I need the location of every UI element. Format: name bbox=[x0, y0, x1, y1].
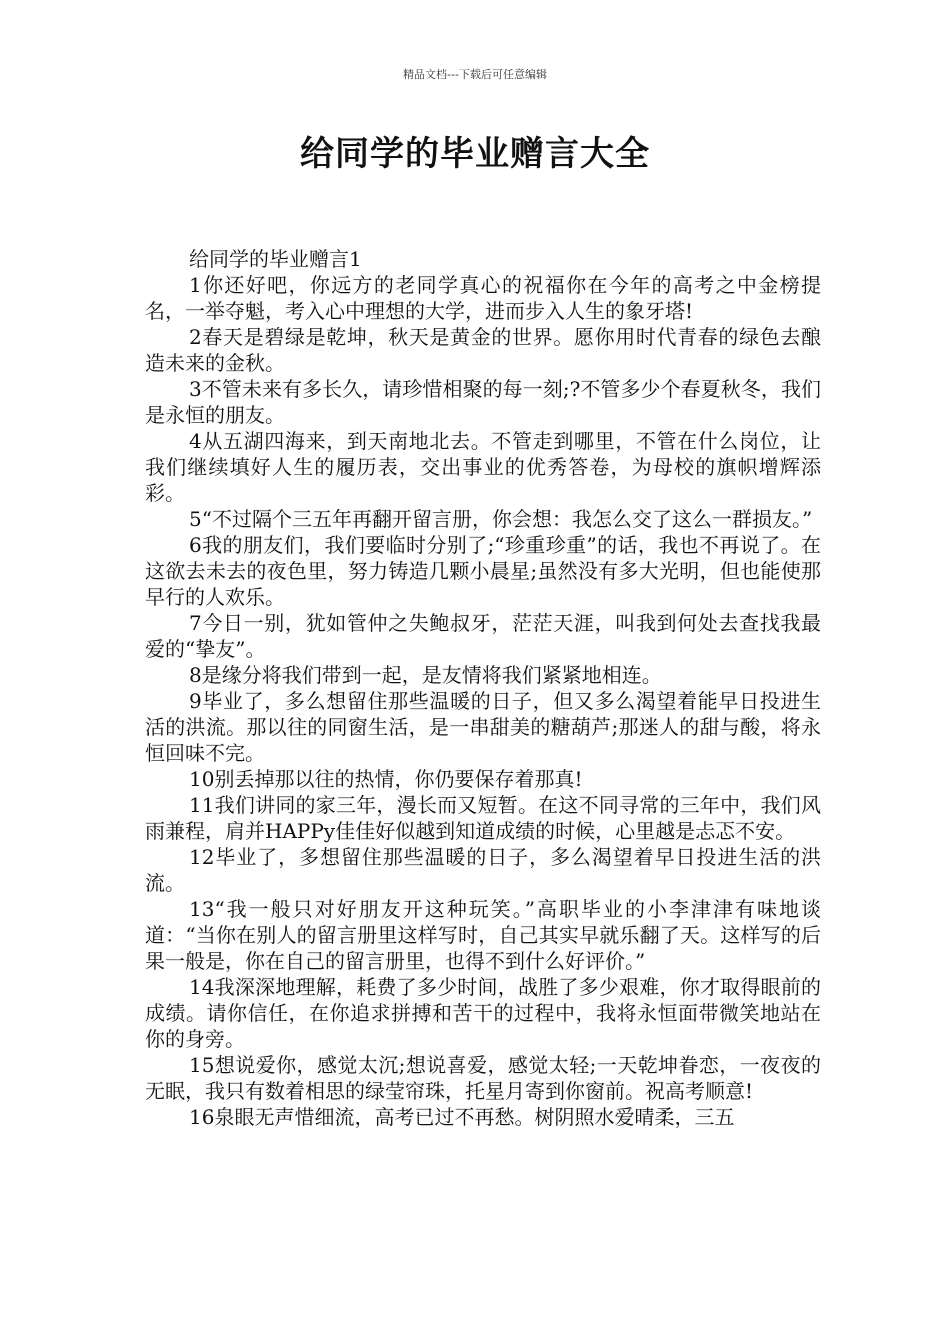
document-title: 给同学的毕业赠言大全 bbox=[300, 134, 650, 174]
paragraph: 9毕业了，多么想留住那些温暖的日子，但又多么渴望着能早日投进生活的洪流。那以往的同窗生活，是一串甜美的糖葫芦;那迷人的甜与酸，将永恒回味不完。 bbox=[145, 689, 821, 765]
paragraph: 2春天是碧绿是乾坤，秋天是黄金的世界。愿你用时代青春的绿色去酿造未来的金秋。 bbox=[145, 325, 821, 375]
paragraph: 11我们讲同的家三年，漫长而又短暂。在这不同寻常的三年中，我们风雨兼程，肩并HAPPy佳佳好似越到知道成绩的时候，心里越是忐忑不安。 bbox=[145, 793, 821, 843]
paragraph: 4从五湖四海来，到天南地北去。不管走到哪里，不管在什么岗位，让我们继续填好人生的履历表，交出事业的优秀答卷，为母校的旗帜增辉添彩。 bbox=[145, 429, 821, 505]
paragraph: 5“不过隔个三五年再翻开留言册，你会想：我怎么交了这么一群损友。” bbox=[189, 507, 813, 531]
paragraph: 6我的朋友们，我们要临时分别了;“珍重珍重”的话，我也不再说了。在这欲去未去的夜色里，努力铸造几颗小晨星;虽然没有多大光明，但也能使那早行的人欢乐。 bbox=[145, 533, 821, 609]
paragraph: 1你还好吧，你远方的老同学真心的祝福你在今年的高考之中金榜提名，一举夺魁，考入心中理想的大学，进而步入人生的象牙塔! bbox=[145, 273, 821, 323]
header-note: 精品文档---下载后可任意编辑 bbox=[403, 68, 547, 81]
paragraph: 10别丢掉那以往的热情，你仍要保存着那真! bbox=[189, 767, 583, 791]
paragraph: 8是缘分将我们带到一起，是友情将我们紧紧地相连。 bbox=[189, 663, 662, 687]
paragraph: 12毕业了，多想留住那些温暖的日子，多么渴望着早日投进生活的洪流。 bbox=[145, 845, 821, 895]
paragraph: 16泉眼无声惜细流，高考已过不再愁。树阴照水爱晴柔，三五 bbox=[189, 1105, 735, 1129]
paragraph: 3不管未来有多长久，请珍惜相聚的每一刻;?不管多少个春夏秋冬，我们是永恒的朋友。 bbox=[145, 377, 821, 427]
paragraph: 13“我一般只对好朋友开这种玩笑。”高职毕业的小李津津有味地谈道：“当你在别人的留言册里这样写时，自己其实早就乐翻了天。这样写的后果一般是，你在自己的留言册里，也得不到什么好评价。” bbox=[145, 897, 821, 973]
document-body bbox=[145, 246, 821, 1130]
section-heading: 给同学的毕业赠言1 bbox=[189, 247, 362, 271]
paragraph: 7今日一别，犹如管仲之失鲍叔牙，茫茫天涯，叫我到何处去查找我最爱的“挚友”。 bbox=[145, 611, 821, 661]
paragraph: 14我深深地理解，耗费了多少时间，战胜了多少艰难，你才取得眼前的成绩。请你信任，在你追求拼搏和苦干的过程中，我将永恒面带微笑地站在你的身旁。 bbox=[145, 975, 821, 1051]
paragraph: 15想说爱你，感觉太沉;想说喜爱，感觉太轻;一天乾坤眷恋，一夜夜的无眠，我只有数着相思的绿莹帘珠，托星月寄到你窗前。祝高考顺意! bbox=[145, 1053, 821, 1103]
